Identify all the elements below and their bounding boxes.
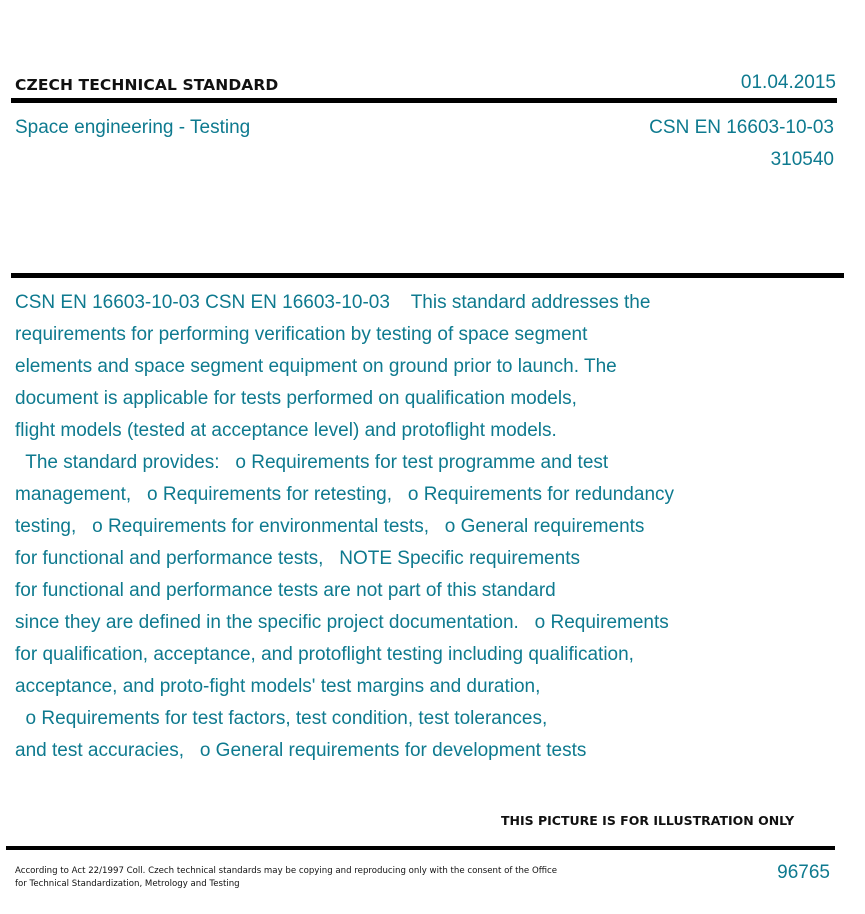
issue-date: 01.04.2015	[740, 72, 836, 93]
description-line: for qualification, acceptance, and protoflight testing including qualification,	[15, 644, 634, 665]
illustration-notice: THIS PICTURE IS FOR ILLUSTRATION ONLY	[501, 813, 795, 828]
description-line: acceptance, and proto-fight models' test margins and duration,	[15, 676, 541, 697]
standard-description	[15, 287, 835, 767]
document-type-title: CZECH TECHNICAL STANDARD	[15, 76, 279, 94]
description-line: o Requirements for test factors, test condition, test tolerances,	[15, 708, 548, 729]
description-line: since they are defined in the specific project documentation. o Requirements	[15, 612, 669, 633]
header-divider	[11, 98, 837, 103]
description-line: for functional and performance tests are not part of this standard	[15, 580, 556, 601]
standard-number: CSN EN 16603-10-03	[649, 117, 834, 138]
description-line: management, o Requirements for retesting, o Requirements for redundancy	[15, 484, 675, 505]
legal-notice	[15, 865, 595, 891]
content-divider	[11, 273, 844, 278]
description-line: for functional and performance tests, NOTE Specific requirements	[15, 548, 580, 569]
description-line: The standard provides: o Requirements for test programme and test	[15, 452, 609, 473]
legal-notice-line: for Technical Standardization, Metrology and Testing	[15, 879, 240, 889]
description-line: document is applicable for tests performed on qualification models,	[15, 388, 577, 409]
description-line: CSN EN 16603-10-03 CSN EN 16603-10-03 This standard addresses the	[15, 292, 651, 313]
classification-number: 310540	[770, 149, 834, 170]
legal-notice-line: According to Act 22/1997 Coll. Czech technical standards may be copying and reproducing only with the consent of the Office	[15, 866, 558, 876]
document-code: 96765	[777, 862, 830, 883]
footer-divider	[6, 846, 835, 850]
description-line: testing, o Requirements for environmental tests, o General requirements	[15, 516, 645, 537]
description-line: and test accuracies, o General requirements for development tests	[15, 740, 587, 761]
description-line: flight models (tested at acceptance level) and protoflight models.	[15, 420, 557, 441]
standard-subject: Space engineering - Testing	[15, 117, 251, 138]
description-line: requirements for performing verification by testing of space segment	[15, 324, 588, 345]
description-line: elements and space segment equipment on ground prior to launch. The	[15, 356, 617, 377]
